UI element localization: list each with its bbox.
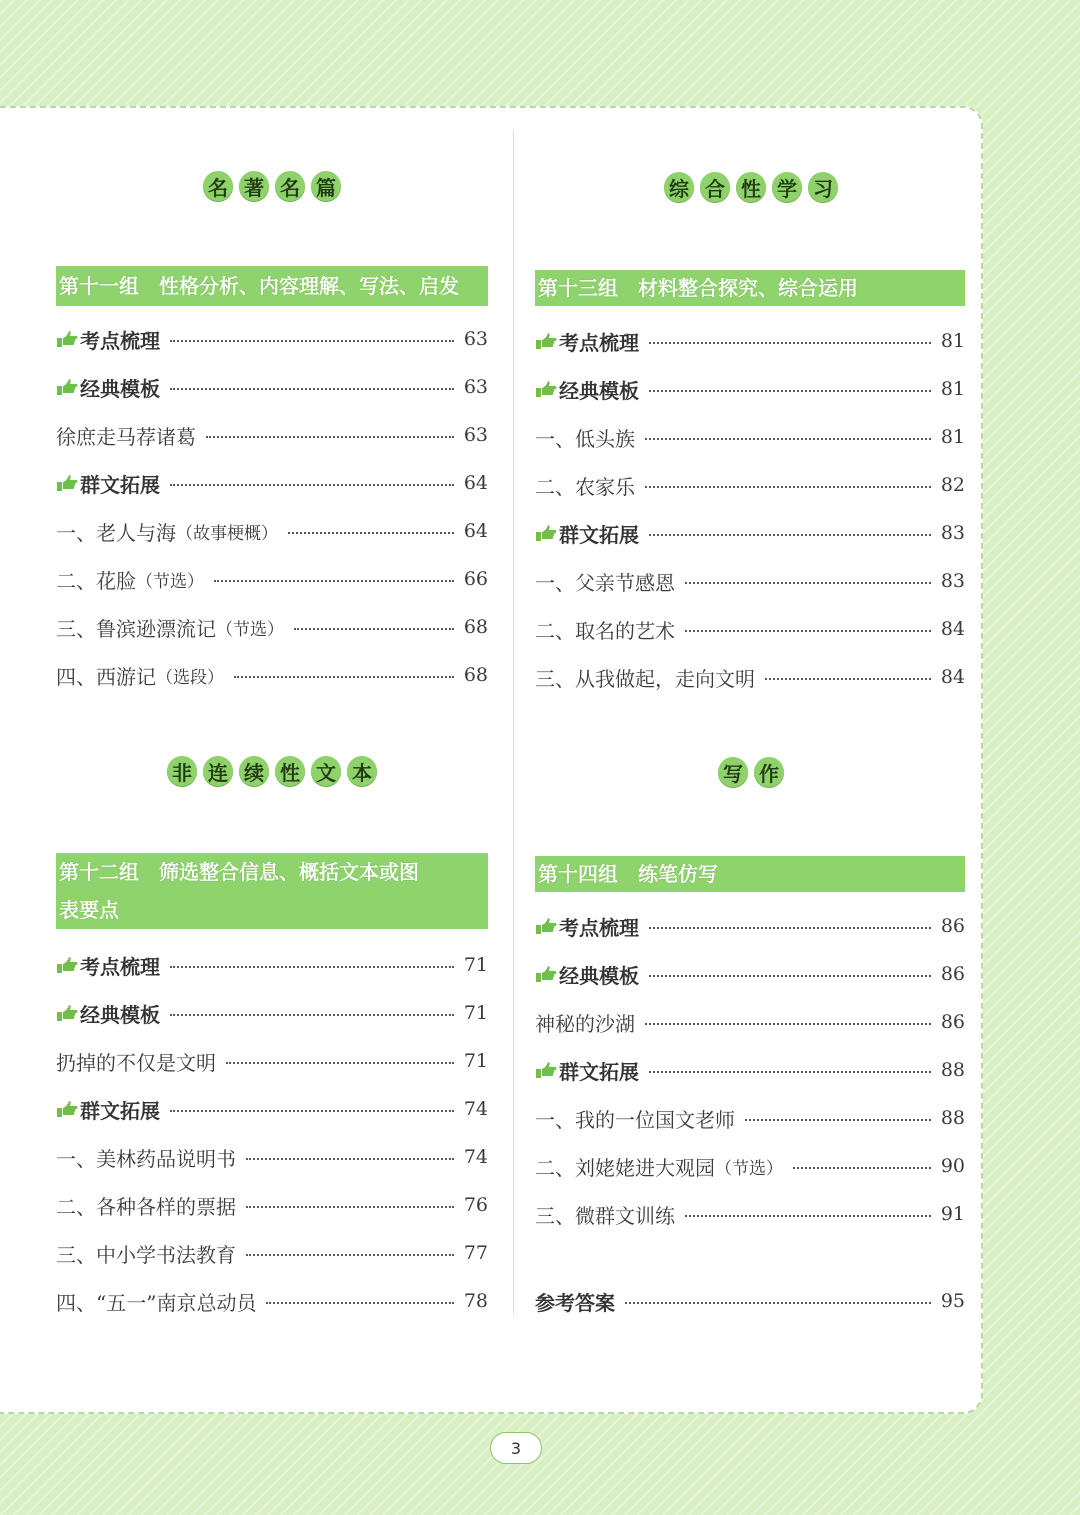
entry-page: 82 [940,474,965,496]
section-title-zonghexing [535,172,967,202]
entry-label: 一、我的一位国文老师 [535,1107,735,1132]
entry-page: 64 [463,472,488,494]
entry-page: 83 [940,570,965,592]
entry-label: 三、鲁滨逊漂流记 [56,616,216,641]
leader-dots [645,486,931,488]
leader-dots [246,1254,454,1256]
toc-entry[interactable] [56,1284,488,1318]
toc-entry[interactable] [56,996,488,1030]
entry-page: 84 [940,618,965,640]
pointing-hand-icon [56,378,78,396]
section-title-feilianxu [56,756,488,786]
group-12-title-line2: 表要点 [59,898,119,922]
entry-page: 88 [940,1059,965,1081]
entry-page: 81 [940,426,965,448]
entry-page: 78 [463,1290,488,1312]
entry-note: （选段） [156,667,224,688]
title-char: 续 [239,756,269,786]
title-char: 习 [808,172,838,202]
toc-entry[interactable] [56,658,488,692]
entry-label: 一、老人与海 [56,520,176,545]
entry-page: 71 [463,1050,488,1072]
pointing-hand-icon [56,1100,78,1118]
leader-dots [765,678,931,680]
entry-page: 91 [940,1203,965,1225]
leader-dots [685,1215,931,1217]
left-column [56,0,488,1515]
entry-label: 一、父亲节感恩 [535,570,675,595]
entry-page: 66 [463,568,488,590]
group-13-header: 第十三组 材料整合探究、综合运用 [535,270,965,306]
entry-page: 86 [940,963,965,985]
leader-dots [793,1167,931,1169]
leader-dots [294,628,454,630]
pointing-hand-icon [535,1061,557,1079]
leader-dots [170,340,454,342]
entry-label: 经典模板 [80,1002,160,1027]
leader-dots [266,1302,453,1304]
entry-label: 经典模板 [559,963,639,988]
entry-label: 一、低头族 [535,426,635,451]
leader-dots [649,534,931,536]
toc-entry[interactable] [535,324,965,358]
toc-entry[interactable] [56,948,488,982]
entry-label: 四、西游记 [56,664,156,689]
entry-page: 84 [940,666,965,688]
toc-entry[interactable] [56,514,488,548]
entry-label: 群文拓展 [559,1059,639,1084]
leader-dots [649,390,931,392]
title-char: 文 [311,756,341,786]
leader-dots [645,1023,931,1025]
leader-dots [170,966,454,968]
title-char: 著 [239,171,269,201]
pointing-hand-icon [535,917,557,935]
entry-page: 86 [940,1011,965,1033]
toc-entry[interactable] [56,1188,488,1222]
leader-dots [685,630,931,632]
page-number: 3 [490,1432,542,1464]
entry-label: 二、各种各样的票据 [56,1194,236,1219]
entry-label: 考点梳理 [559,330,639,355]
group-12-header [56,853,488,929]
entry-page: 71 [463,1002,488,1024]
entry-label: 四、“五一”南京总动员 [56,1290,257,1315]
section-title-mingzhu [56,171,488,201]
toc-entry[interactable] [535,1197,965,1231]
title-char: 作 [754,757,784,787]
entry-page: 83 [940,522,965,544]
toc-entry[interactable] [56,610,488,644]
toc-entry[interactable] [535,612,965,646]
leader-dots [170,388,454,390]
title-char: 连 [203,756,233,786]
title-char: 综 [664,172,694,202]
toc-entry[interactable] [535,420,965,454]
toc-entry[interactable] [56,562,488,596]
title-char: 学 [772,172,802,202]
leader-dots [685,582,931,584]
entry-page: 74 [463,1146,488,1168]
toc-entry[interactable] [535,660,965,694]
entry-label: 三、微群文训练 [535,1203,675,1228]
toc-entry[interactable] [535,372,965,406]
title-char: 本 [347,756,377,786]
pointing-hand-icon [56,956,78,974]
section-title-xiezuo [535,757,967,787]
toc-entry[interactable] [56,370,488,404]
leader-dots [226,1062,454,1064]
toc-entry-answers[interactable] [535,1284,965,1318]
entry-label: 经典模板 [80,376,160,401]
toc-entry[interactable] [56,1044,488,1078]
pointing-hand-icon [56,1004,78,1022]
toc-entry[interactable] [56,1092,488,1126]
title-char: 写 [718,757,748,787]
right-column [535,0,967,1515]
group-11-header: 第十一组 性格分析、内容理解、写法、启发 [56,266,488,306]
title-char: 名 [275,171,305,201]
pointing-hand-icon [56,330,78,348]
leader-dots [649,927,931,929]
leader-dots [206,436,454,438]
toc-entry[interactable] [56,1236,488,1270]
toc-entry[interactable] [535,1101,965,1135]
entry-page: 74 [463,1098,488,1120]
toc-entry[interactable] [56,466,488,500]
entry-label: 扔掉的不仅是文明 [56,1050,216,1075]
entry-page: 68 [463,616,488,638]
entry-page: 68 [463,664,488,686]
leader-dots [170,1014,454,1016]
toc-entry[interactable] [535,1149,965,1183]
entry-label: 参考答案 [535,1290,615,1315]
entry-note: （节选） [715,1158,783,1179]
pointing-hand-icon [535,380,557,398]
entry-label: 神秘的沙湖 [535,1011,635,1036]
entry-label: 二、花脸 [56,568,136,593]
toc-entry[interactable] [535,1005,965,1039]
toc-entry[interactable] [535,1053,965,1087]
entry-page: 95 [940,1290,965,1312]
title-char: 非 [167,756,197,786]
entry-label: 群文拓展 [80,1098,160,1123]
entry-page: 81 [940,330,965,352]
leader-dots [170,1110,454,1112]
pointing-hand-icon [535,524,557,542]
column-divider [513,130,514,1315]
entry-note: （节选） [216,619,284,640]
toc-entry[interactable] [535,468,965,502]
leader-dots [214,580,454,582]
entry-page: 86 [940,915,965,937]
entry-page: 77 [463,1242,488,1264]
title-char: 名 [203,171,233,201]
group-14-header: 第十四组 练笔仿写 [535,856,965,892]
entry-label: 二、刘姥姥进大观园 [535,1155,715,1180]
leader-dots [625,1302,931,1304]
entry-page: 90 [940,1155,965,1177]
entry-label: 徐庶走马荐诸葛 [56,424,196,449]
entry-label: 考点梳理 [559,915,639,940]
toc-entry[interactable] [56,418,488,452]
toc-entry[interactable] [535,957,965,991]
toc-entry[interactable] [535,909,965,943]
entry-note: （故事梗概） [176,523,278,544]
entry-label: 二、取名的艺术 [535,618,675,643]
title-char: 性 [736,172,766,202]
leader-dots [649,975,931,977]
entry-label: 群文拓展 [80,472,160,497]
toc-entry[interactable] [56,1140,488,1174]
entry-label: 考点梳理 [80,328,160,353]
entry-page: 76 [463,1194,488,1216]
leader-dots [246,1206,454,1208]
entry-page: 64 [463,520,488,542]
pointing-hand-icon [535,965,557,983]
leader-dots [745,1119,931,1121]
leader-dots [645,438,931,440]
pointing-hand-icon [535,332,557,350]
toc-entry[interactable] [535,564,965,598]
toc-entry[interactable] [56,322,488,356]
leader-dots [649,1071,931,1073]
leader-dots [288,532,454,534]
entry-label: 二、农家乐 [535,474,635,499]
entry-page: 81 [940,378,965,400]
leader-dots [246,1158,454,1160]
title-char: 性 [275,756,305,786]
entry-note: （节选） [136,571,204,592]
entry-page: 63 [463,376,488,398]
entry-page: 63 [463,328,488,350]
entry-label: 群文拓展 [559,522,639,547]
entry-page: 63 [463,424,488,446]
entry-label: 考点梳理 [80,954,160,979]
leader-dots [170,484,454,486]
entry-label: 经典模板 [559,378,639,403]
entry-label: 三、中小学书法教育 [56,1242,236,1267]
entry-page: 71 [463,954,488,976]
leader-dots [649,342,931,344]
toc-entry[interactable] [535,516,965,550]
title-char: 合 [700,172,730,202]
pointing-hand-icon [56,474,78,492]
leader-dots [234,676,454,678]
entry-page: 88 [940,1107,965,1129]
group-12-title-line1: 第十二组 筛选整合信息、概括文本或图 [59,860,419,884]
entry-label: 三、从我做起，走向文明 [535,666,755,691]
title-char: 篇 [311,171,341,201]
entry-label: 一、美林药品说明书 [56,1146,236,1171]
